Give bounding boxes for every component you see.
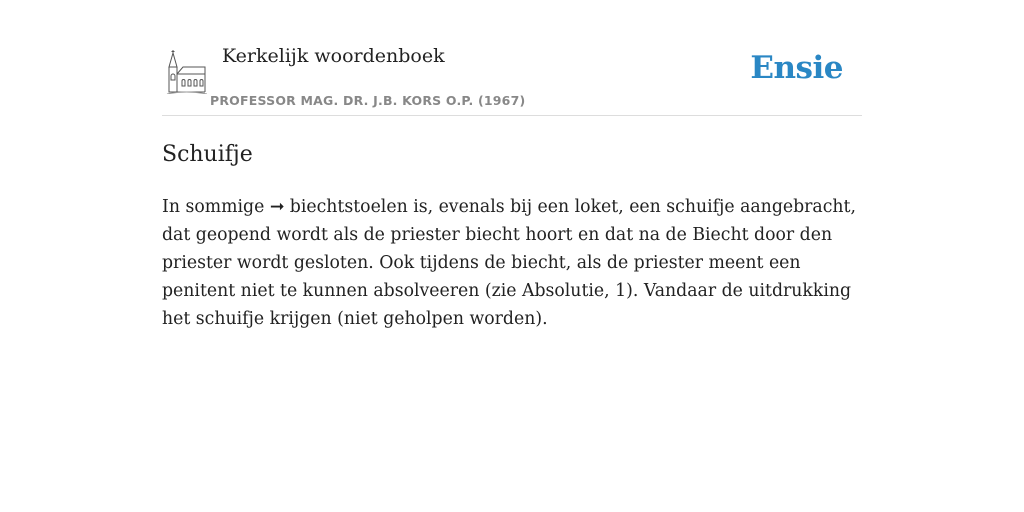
- body-text-rest: is, evenals bij een loket, een schuifje aangebracht, dat geopend wordt als de priester biecht hoort en dat na de Biecht door den priester wordt gesloten. Ook tijdens de biecht, als de priester meent een penitent niet te kunnen absolveeren (zie Absolutie, 1). Vandaar de uitdrukking het schuifje krijgen (niet geholpen worden).: [162, 197, 856, 329]
- book-title-link[interactable]: Kerkelijk woordenboek: [222, 45, 445, 67]
- ensie-logo-link[interactable]: Ensie: [750, 50, 843, 86]
- body-text-start: In sommige: [162, 197, 270, 217]
- site-header: [162, 38, 862, 116]
- entry-body: [162, 193, 862, 333]
- arrow-icon: ➞: [269, 197, 285, 217]
- church-icon[interactable]: [165, 50, 207, 94]
- page: [162, 38, 862, 333]
- entry-title: Schuifje: [162, 142, 253, 167]
- author-line: PROFESSOR MAG. DR. J.B. KORS O.P. (1967): [210, 93, 526, 108]
- cross-reference-link[interactable]: biechtstoelen: [289, 197, 408, 217]
